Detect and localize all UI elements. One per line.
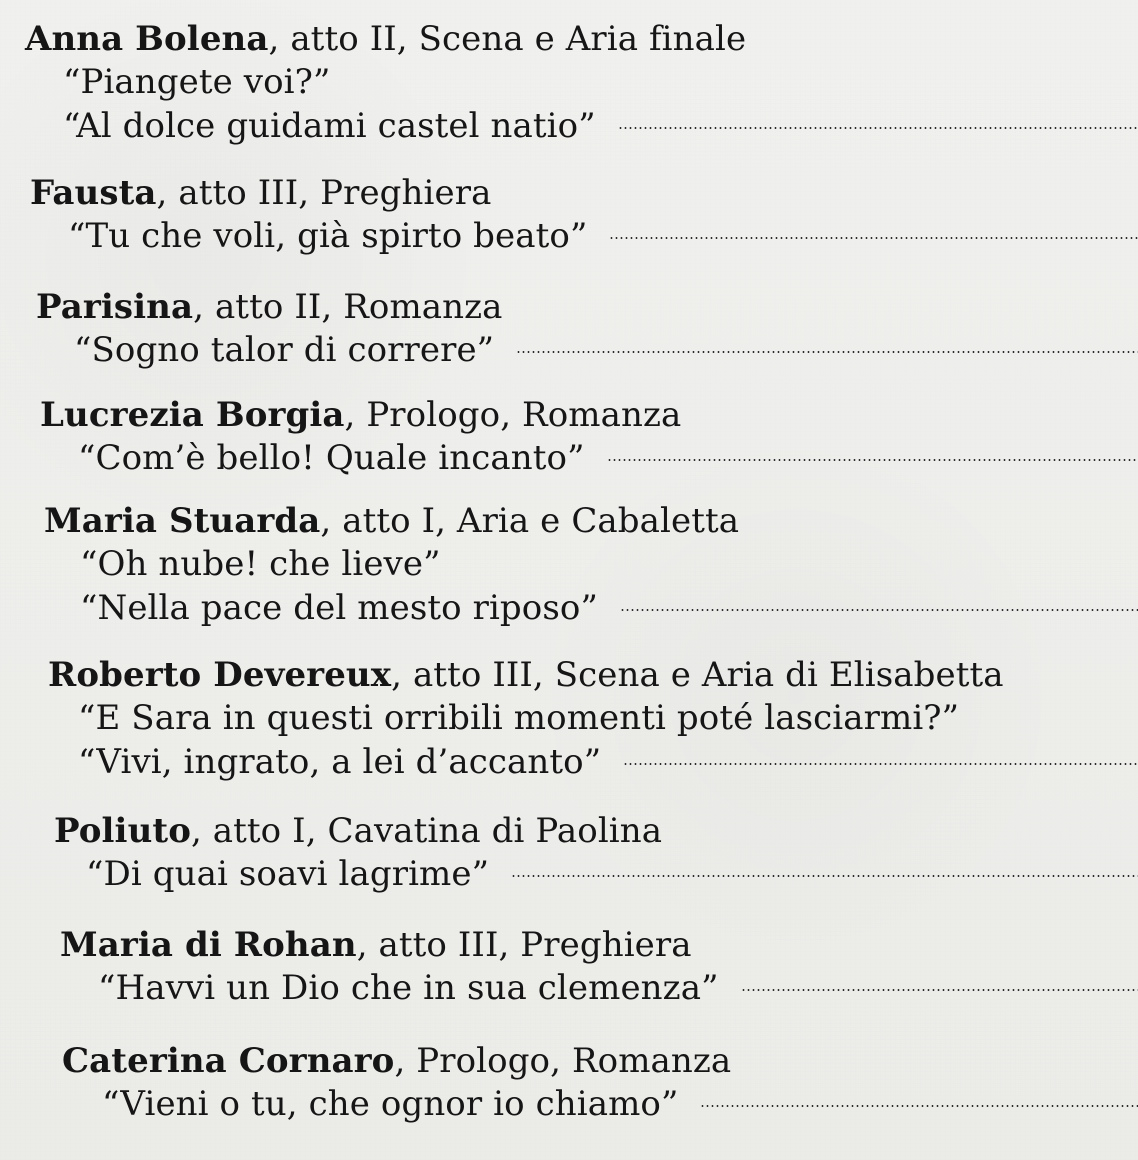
entry-heading bbox=[25, 18, 1138, 60]
dot-leader bbox=[511, 875, 1138, 877]
opera-detail: , atto II, Romanza bbox=[193, 287, 503, 327]
entry-heading bbox=[62, 1040, 1138, 1082]
opera-title: Parisina bbox=[36, 287, 194, 327]
quote-line bbox=[48, 696, 1138, 740]
opera-title: Lucrezia Borgia bbox=[40, 395, 345, 435]
opera-detail: , atto II, Scena e Aria finale bbox=[268, 19, 747, 59]
quote-text: “Piangete voi?” bbox=[63, 62, 331, 102]
quote-text: “Tu che voli, già spirto beato” bbox=[68, 216, 588, 256]
quote-line bbox=[25, 60, 1138, 104]
opera-detail: , atto III, Scena e Aria di Elisabetta bbox=[391, 655, 1004, 695]
entry-maria-stuarda bbox=[44, 500, 1138, 630]
quote-text: “Sogno talor di correre” bbox=[74, 330, 495, 370]
dot-leader bbox=[618, 127, 1138, 129]
quote-line-with-leader bbox=[25, 104, 1138, 148]
dot-leader bbox=[607, 459, 1138, 461]
opera-title: Fausta bbox=[30, 173, 157, 213]
opera-title: Maria di Rohan bbox=[60, 925, 357, 965]
opera-detail: , Prologo, Romanza bbox=[394, 1041, 732, 1081]
opera-detail: , atto I, Aria e Cabaletta bbox=[320, 501, 740, 541]
entry-heading bbox=[44, 500, 1138, 542]
entry-lucrezia-borgia bbox=[40, 394, 1138, 480]
entry-heading bbox=[60, 924, 1138, 966]
quote-line-with-leader bbox=[44, 586, 1138, 630]
entry-anna-bolena bbox=[25, 18, 1138, 148]
quote-text: “Com’è bello! Quale incanto” bbox=[78, 438, 585, 478]
quote-text: “Havvi un Dio che in sua clemenza” bbox=[98, 968, 719, 1008]
quote-text: “Vieni o tu, che ognor io chiamo” bbox=[102, 1084, 679, 1124]
opera-title: Maria Stuarda bbox=[44, 501, 321, 541]
entry-parisina bbox=[36, 286, 1138, 372]
quote-text: “Vivi, ingrato, a lei d’accanto” bbox=[78, 742, 602, 782]
entry-caterina-cornaro bbox=[62, 1040, 1138, 1126]
quote-text: “Nella pace del mesto riposo” bbox=[80, 588, 598, 628]
entry-maria-di-rohan bbox=[60, 924, 1138, 1010]
quote-line-with-leader bbox=[60, 966, 1138, 1010]
dot-leader bbox=[516, 351, 1138, 353]
quote-text: “Di quai soavi lagrime” bbox=[86, 854, 490, 894]
quote-line-with-leader bbox=[40, 436, 1138, 480]
quote-line bbox=[44, 542, 1138, 586]
entry-heading bbox=[54, 810, 1138, 852]
opera-detail: , Prologo, Romanza bbox=[344, 395, 682, 435]
quote-text: “Oh nube! che lieve” bbox=[80, 544, 441, 584]
opera-detail: , atto III, Preghiera bbox=[156, 173, 492, 213]
quote-text: “E Sara in questi orribili momenti poté lasciarmi?” bbox=[78, 698, 960, 738]
dot-leader bbox=[620, 609, 1138, 611]
dot-leader bbox=[623, 763, 1138, 765]
quote-line-with-leader bbox=[54, 852, 1138, 896]
dot-leader bbox=[741, 989, 1138, 991]
entry-heading bbox=[40, 394, 1138, 436]
entry-poliuto bbox=[54, 810, 1138, 896]
opera-title: Roberto Devereux bbox=[48, 655, 392, 695]
quote-text: “Al dolce guidami castel natio” bbox=[63, 106, 596, 146]
opera-title: Poliuto bbox=[54, 811, 191, 851]
quote-line-with-leader bbox=[36, 328, 1138, 372]
entry-heading bbox=[48, 654, 1138, 696]
opera-detail: , atto I, Cavatina di Paolina bbox=[190, 811, 663, 851]
quote-line-with-leader bbox=[48, 740, 1138, 784]
dot-leader bbox=[700, 1105, 1138, 1107]
dot-leader bbox=[609, 237, 1138, 239]
opera-title: Caterina Cornaro bbox=[62, 1041, 395, 1081]
quote-line-with-leader bbox=[30, 214, 1138, 258]
opera-detail: , atto III, Preghiera bbox=[356, 925, 692, 965]
quote-line-with-leader bbox=[62, 1082, 1138, 1126]
entry-heading bbox=[36, 286, 1138, 328]
entry-roberto-devereux bbox=[48, 654, 1138, 784]
entry-heading bbox=[30, 172, 1138, 214]
opera-title: Anna Bolena bbox=[25, 19, 269, 59]
entry-fausta bbox=[30, 172, 1138, 258]
